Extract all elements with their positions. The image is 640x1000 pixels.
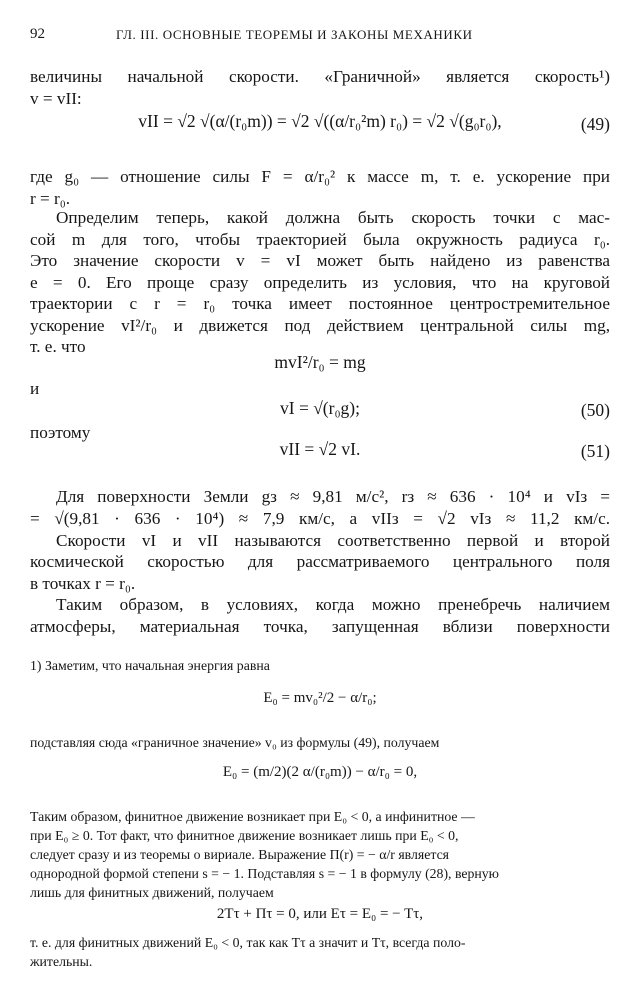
footnote-equation-E0-zero: E₀ = (m/2)(2 α/(r₀m)) − α/r₀ = 0, <box>222 764 418 780</box>
body-line: e = 0. Его проще сразу определить из условия, что на круговой <box>30 273 610 292</box>
equation-49: vII = √2 √(α/(r₀m)) = √2 √((α/r₀²m) r₀) = √2 √(g₀r₀), <box>138 111 502 131</box>
equation-number-50: (50) <box>580 400 610 420</box>
footnote-text: Заметим, что начальная энергия равна <box>44 658 270 673</box>
paragraph-first-line: Таким образом, в условиях, когда можно пренебречь наличием <box>56 595 610 614</box>
equation-50: vI = √(r₀g); <box>280 398 360 418</box>
body-line: космической скоростью для рассматриваемого центрального поля <box>30 552 610 571</box>
body-line: и <box>30 379 40 398</box>
equation-number-51: (51) <box>580 441 610 461</box>
footnote-equation-virial: 2Tτ + Πτ = 0, или Eτ = E₀ = − Tτ, <box>216 906 424 922</box>
running-title: ГЛ. III. ОСНОВНЫЕ ТЕОРЕМЫ И ЗАКОНЫ МЕХАНИКИ <box>116 27 473 42</box>
paragraph-first-line: Скорости vI и vII называются соответственно первой и второй <box>56 531 610 550</box>
footnote-line: подставляя сюда «граничное значение» v₀ из формулы (49), получаем <box>30 735 440 750</box>
body-line: величины начальной скорости. «Граничной» является скорость¹) <box>30 67 610 86</box>
body-line: сой m для того, чтобы траекторией была окружность радиуса r₀. <box>30 230 610 249</box>
footnote-line: однородной формой степени s = − 1. Подставляя s = − 1 в формулу (28), верную <box>30 866 499 881</box>
body-line: поэтому <box>30 423 91 442</box>
footnote-equation-E0: E₀ = mv₀²/2 − α/r₀; <box>263 690 377 706</box>
footnote-intro <box>30 656 610 675</box>
equation-number-49: (49) <box>580 114 610 134</box>
body-line: v = vII: <box>30 89 82 108</box>
body-line: = √(9,81 · 636 · 10⁴) ≈ 7,9 км/с, а vIIз = √2 vIз ≈ 11,2 км/с. <box>30 509 610 528</box>
footnote-line: следует сразу и из теоремы о вириале. Выражение Π(r) = − α/r является <box>30 847 450 862</box>
footnote-line: жительны. <box>30 954 93 969</box>
equation-51: vII = √2 vI. <box>279 439 361 459</box>
body-line: ускорение vI²/r₀ и движется под действием центральной силы mg, <box>30 316 610 335</box>
body-line: атмосферы, материальная точка, запущенная вблизи поверхности <box>30 617 610 636</box>
paragraph-first-line: Определим теперь, какой должна быть скорость точки с мас- <box>56 208 610 227</box>
body-line: траектории с r = r₀ точка имеет постоянное центростремительное <box>30 294 610 313</box>
body-line: Это значение скорости v = vI может быть найдено из равенства <box>30 251 610 270</box>
footnote-line: при E₀ ≥ 0. Тот факт, что финитное движение возникает лишь при E₀ < 0, <box>30 828 459 843</box>
footnote-line: Таким образом, финитное движение возникает при E₀ < 0, а инфинитное — <box>30 809 475 824</box>
footnote-line: лишь для финитных движений, получаем <box>30 885 274 900</box>
page-header <box>30 26 610 48</box>
equation-circular: mvI²/r₀ = mg <box>274 352 366 372</box>
footnote-line: т. е. для финитных движений E₀ < 0, так как Tτ а значит и Tτ, всегда поло- <box>30 935 466 950</box>
paragraph-first-line: Для поверхности Земли gз ≈ 9,81 м/с², rз ≈ 636 · 10⁴ и vIз = <box>56 487 610 506</box>
body-line: r = r₀. <box>30 189 71 208</box>
page-number: 92 <box>30 26 45 42</box>
body-line: т. е. что <box>30 337 86 356</box>
body-line: где g₀ — отношение силы F = α/r₀² к массе m, т. е. ускорение при <box>30 167 610 186</box>
body-line: в точках r = r₀. <box>30 574 136 593</box>
footnote-marker: 1) <box>30 658 42 673</box>
